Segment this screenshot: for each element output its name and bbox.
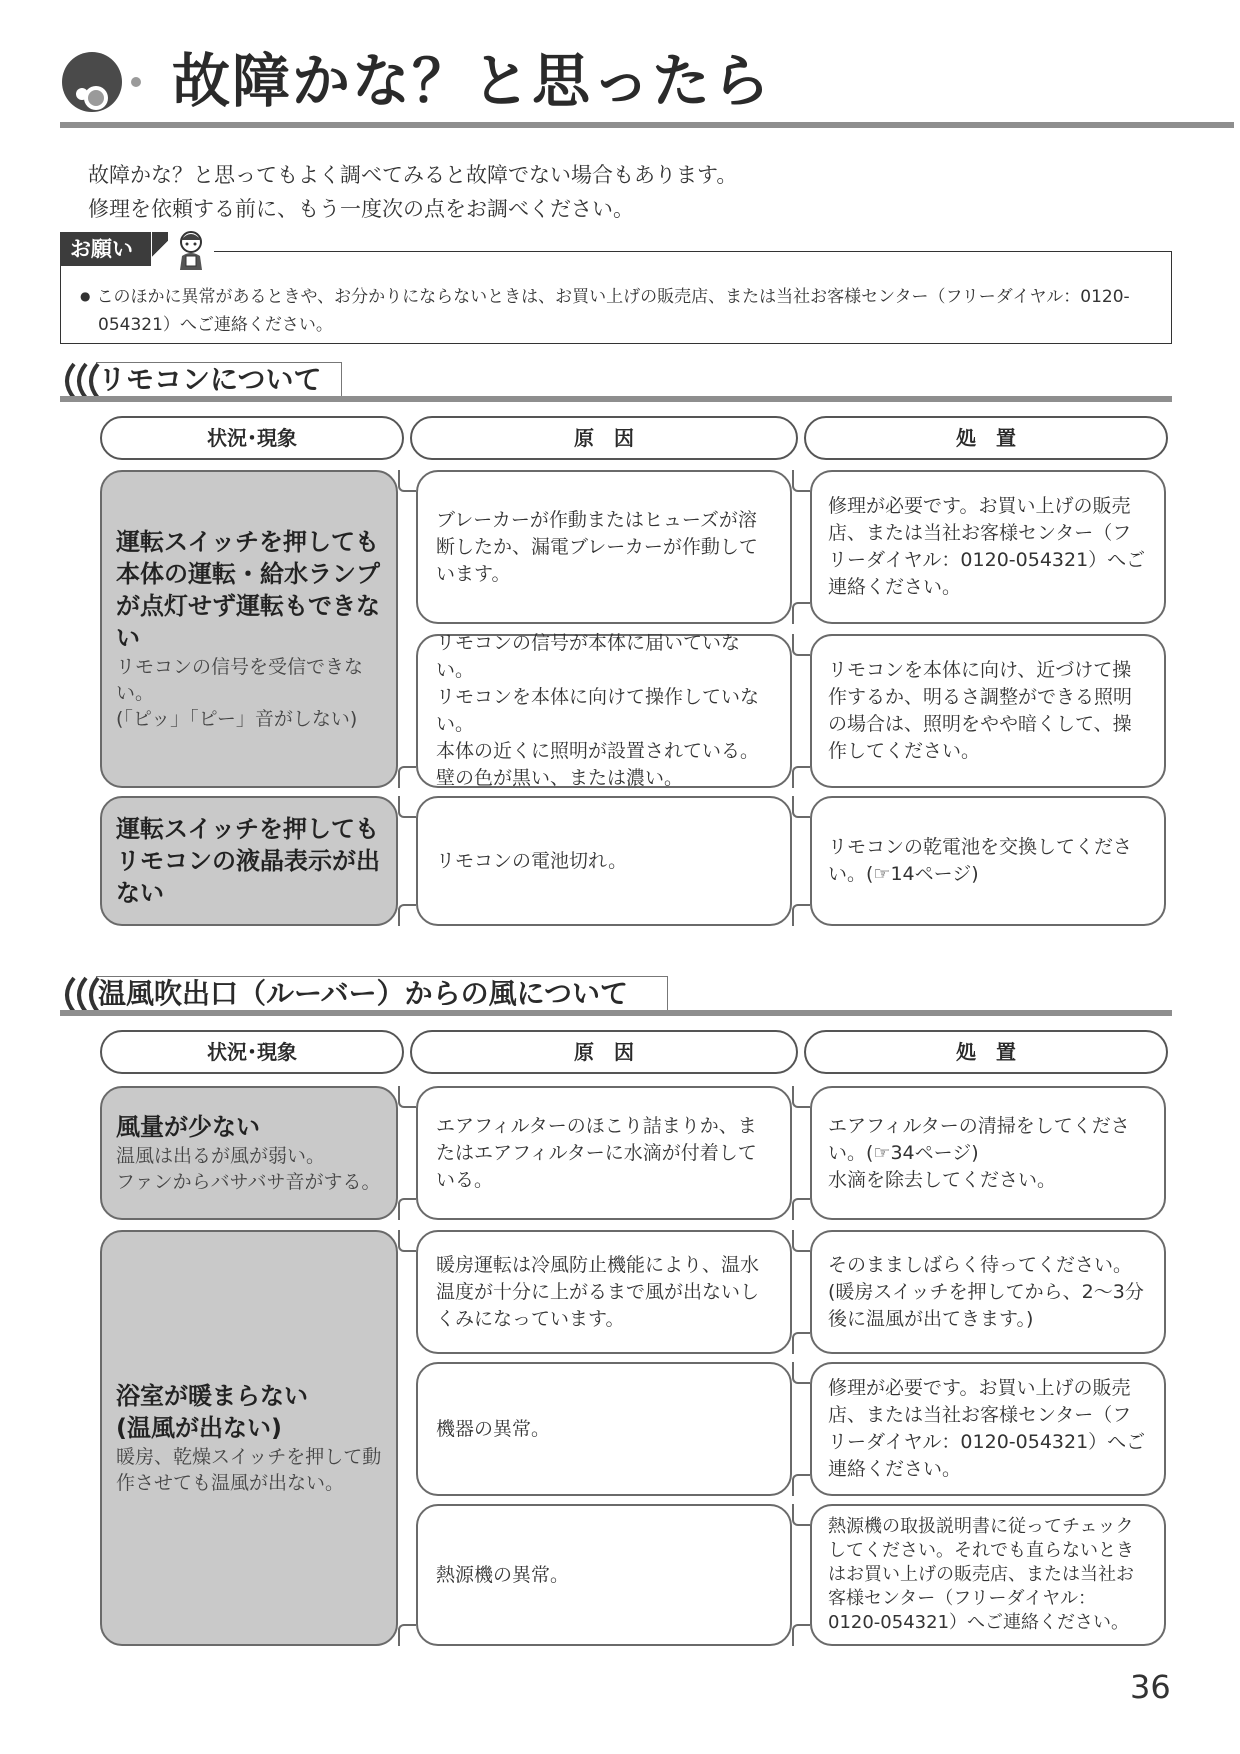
title-decoration-icon <box>56 46 156 116</box>
cause-box <box>416 1230 792 1354</box>
cause-box <box>416 1086 792 1220</box>
page-title: 故障かな？と思ったら <box>172 47 773 115</box>
notice-tag: お願い <box>60 232 151 266</box>
remedy-box <box>810 1086 1166 1220</box>
connector-bracket <box>398 796 416 818</box>
cause-box <box>416 1362 792 1496</box>
cause-text: 機器の異常。 <box>436 1417 551 1440</box>
connector-bracket <box>398 1230 416 1252</box>
connector-bracket <box>398 904 416 926</box>
cause-text: リモコンの信号が本体に届いていない。 リモコンを本体に向けて操作していない。 本体の近くに照明が設置されている。 壁の色が黒い、または濃い。 <box>436 632 760 789</box>
column-header-cause: 原 因 <box>410 416 798 460</box>
column-header-remedy: 処 置 <box>804 1030 1168 1074</box>
section-title: 温風吹出口（ルーバー）からの風について <box>98 977 629 1010</box>
connector-bracket <box>398 1624 416 1646</box>
cause-box <box>416 796 792 926</box>
notice-rule <box>214 251 1172 252</box>
remedy-text: 修理が必要です。お買い上げの販売店、または当社お客様センター（フリーダイヤル：0120-054321）へご連絡ください。 <box>828 1377 1146 1480</box>
situation-box <box>100 796 398 926</box>
cause-box <box>416 1504 792 1646</box>
remedy-text: リモコンの乾電池を交換してください。(☞14ページ) <box>828 836 1133 885</box>
cause-box <box>416 634 792 788</box>
connector-bracket <box>792 1474 810 1496</box>
column-header-situation: 状況･現象 <box>100 416 404 460</box>
connector-bracket <box>398 766 416 788</box>
connector-bracket <box>398 1086 416 1108</box>
column-header-cause: 原 因 <box>410 1030 798 1074</box>
situation-title: 風量が少ない <box>116 1113 260 1141</box>
cause-text: エアフィルターのほこり詰まりか、またはエアフィルターに水滴が付着している。 <box>436 1114 757 1191</box>
connector-bracket <box>792 1624 810 1646</box>
section-rule <box>60 1010 1172 1016</box>
connector-bracket <box>792 1198 810 1220</box>
cause-text: 熱源機の異常。 <box>436 1563 570 1586</box>
situation-box <box>100 470 398 788</box>
notice-text <box>80 282 1160 339</box>
remedy-text: 熱源機の取扱説明書に従ってチェックしてください。それでも直らないときはお買い上げの販売店、または当社お客様センター（フリーダイヤル：0120-054321）へご連絡ください。 <box>828 1516 1134 1633</box>
situation-box <box>100 1230 398 1646</box>
intro-text <box>88 158 737 226</box>
section-title: リモコンについて <box>98 363 322 396</box>
connector-bracket <box>398 470 416 492</box>
cause-box <box>416 470 792 624</box>
connector-bracket <box>792 1230 810 1252</box>
notice-tag-tail <box>152 232 168 266</box>
connector-bracket <box>792 1332 810 1354</box>
remedy-text: リモコンを本体に向け、近づけて操作するか、明るさ調整ができる照明の場合は、照明をやや暗くして、操作してください。 <box>828 659 1133 762</box>
page-number: 36 <box>1130 1668 1171 1706</box>
connector-bracket <box>792 602 810 624</box>
section-rule <box>60 396 1172 402</box>
connector-bracket <box>792 1362 810 1384</box>
cause-text: ブレーカーが作動またはヒューズが溶断したか、漏電ブレーカーが作動しています。 <box>436 508 758 585</box>
remedy-text: 修理が必要です。お買い上げの販売店、または当社お客様センター（フリーダイヤル：0120-054321）へご連絡ください。 <box>828 495 1146 598</box>
title-rule <box>60 122 1234 128</box>
remedy-box <box>810 796 1166 926</box>
connector-bracket <box>792 470 810 492</box>
cause-text: リモコンの電池切れ。 <box>436 849 628 872</box>
connector-bracket <box>792 796 810 818</box>
remedy-text: エアフィルターの清掃をしてください。(☞34ページ) 水滴を除去してください。 <box>828 1114 1130 1191</box>
remedy-box <box>810 1504 1166 1646</box>
intro-line: 修理を依頼する前に、もう一度次の点をお調べください。 <box>88 197 634 221</box>
situation-box <box>100 1086 398 1220</box>
connector-bracket <box>792 1086 810 1108</box>
column-header-situation: 状況･現象 <box>100 1030 404 1074</box>
situation-detail: 温風は出るが風が弱い。 ファンからバサバサ音がする。 <box>116 1145 381 1193</box>
situation-detail: リモコンの信号を受信できない。 (「ピッ」「ピー」音がしない) <box>116 656 364 730</box>
section-title-frame <box>96 362 342 396</box>
remedy-box <box>810 470 1166 624</box>
connector-bracket <box>792 1504 810 1526</box>
situation-title: 運転スイッチを押してもリモコンの液晶表示が出ない <box>116 815 380 907</box>
cause-text: 暖房運転は冷風防止機能により、温水温度が十分に上がるまで風が出ないしくみになっています。 <box>436 1253 760 1330</box>
bowing-person-icon <box>174 228 208 272</box>
situation-title: 運転スイッチを押しても本体の運転・給水ランプが点灯せず運転もできない <box>116 528 380 652</box>
notice-bullet: ● <box>80 289 91 303</box>
connector-bracket <box>792 634 810 656</box>
remedy-box <box>810 1230 1166 1354</box>
situation-detail: 暖房、乾燥スイッチを押して動作させても温風が出ない。 <box>116 1446 382 1494</box>
notice-body: このほかに異常があるときや、お分かりにならないときは、お買い上げの販売店、または当社お客様センター（フリーダイヤル：0120-054321）へご連絡ください。 <box>96 287 1130 335</box>
situation-title: 浴室が暖まらない (温風が出ない) <box>116 1382 308 1442</box>
connector-bracket <box>792 904 810 926</box>
connector-bracket <box>792 766 810 788</box>
remedy-box <box>810 1362 1166 1496</box>
section-title-frame <box>96 976 668 1010</box>
intro-line: 故障かな？と思ってもよく調べてみると故障でない場合もあります。 <box>88 163 738 187</box>
remedy-text: そのまましばらく待ってください。 (暖房スイッチを押してから、2～3分後に温風が出てきます。) <box>828 1253 1144 1330</box>
connector-bracket <box>398 1198 416 1220</box>
column-header-remedy: 処 置 <box>804 416 1168 460</box>
remedy-box <box>810 634 1166 788</box>
